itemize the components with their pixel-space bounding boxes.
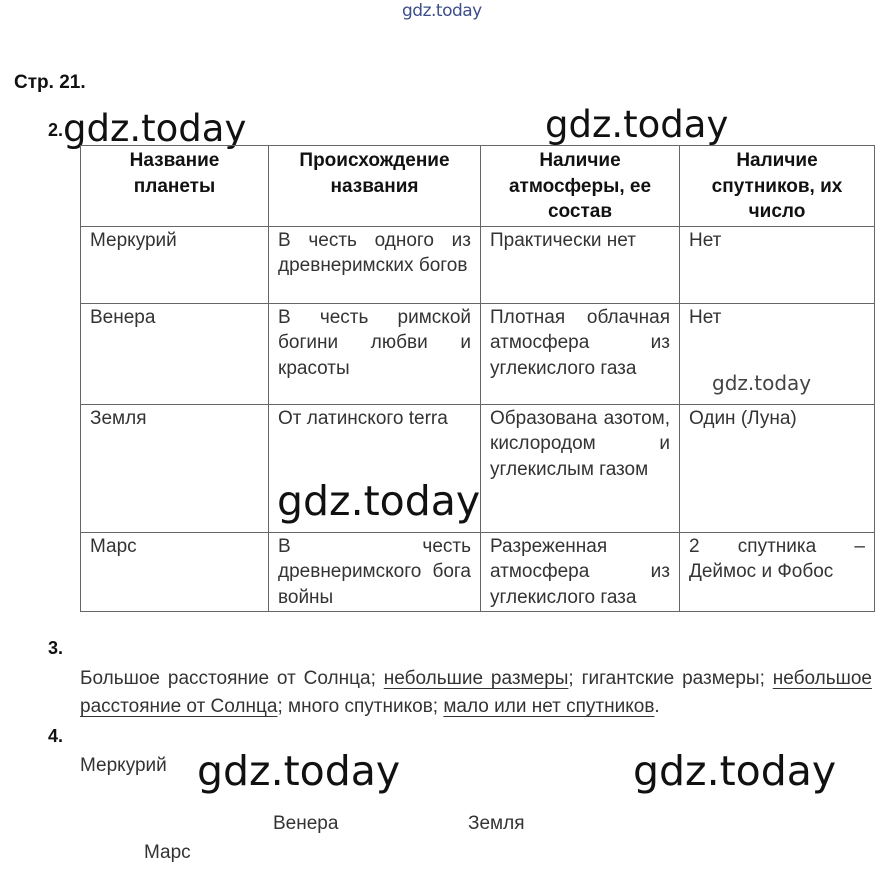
watermark: gdz.today [633, 747, 837, 795]
label-venus: Венера [273, 813, 339, 834]
answer-underlined: мало или нет спутников [443, 696, 655, 717]
table-row [81, 532, 875, 612]
task-3-number: 3. [48, 638, 64, 658]
cell-origin: В честь одного из древнеримских богов [269, 226, 481, 303]
watermark: gdz.today [277, 477, 481, 525]
watermark-top: gdz.today [402, 1, 482, 21]
cell-satellites: Один (Луна) [680, 404, 875, 532]
watermark: gdz.today [545, 103, 729, 146]
cell-planet: Марс [81, 532, 269, 612]
cell-satellites: Нет [680, 226, 875, 303]
cell-atmosphere: Образована азотом, кислородом и углекислым газом [481, 404, 680, 532]
cell-atmosphere: Плотная облачная атмосфера из углекислого газа [481, 303, 680, 404]
header-atmosphere: Наличие атмосферы, ее состав [481, 146, 680, 227]
cell-atmosphere: Разреженная атмосфера из углекислого газа [481, 532, 680, 612]
cell-atmosphere: Практически нет [481, 226, 680, 303]
cell-origin: От латинского terra [269, 404, 481, 532]
cell-planet: Земля [81, 404, 269, 532]
label-mars: Марс [144, 842, 191, 863]
watermark: gdz.today [197, 747, 401, 795]
task-2-number: 2. [48, 120, 64, 140]
cell-satellites: Нет [680, 303, 875, 404]
table-row [81, 226, 875, 303]
cell-origin: В честь римской богини любви и красоты [269, 303, 481, 404]
table-header-row [81, 146, 875, 227]
header-planet: Название планеты [81, 146, 269, 227]
table-row [81, 303, 875, 404]
cell-origin: В честь древнеримского бога войны [269, 532, 481, 612]
answer-underlined: небольшие размеры [383, 668, 569, 689]
task-4-number: 4. [48, 726, 64, 746]
header-satellites: Наличие спутников, их число [680, 146, 875, 227]
answer-text: ; гигантские размеры; [568, 668, 773, 689]
cell-planet: Венера [81, 303, 269, 404]
answer-text: . [654, 696, 660, 717]
cell-planet: Меркурий [81, 226, 269, 303]
header-origin: Происхождение названия [269, 146, 481, 227]
answer-text: Большое расстояние от Солнца; [80, 668, 384, 689]
cell-satellites: 2 спутника – Деймос и Фобос [680, 532, 875, 612]
answer-underlined: небольшое расстояние от Солнца [80, 668, 872, 717]
planets-table [80, 145, 875, 612]
answer-text: ; много спутников; [277, 696, 444, 717]
label-earth: Земля [468, 813, 525, 834]
label-mercury: Меркурий [80, 755, 167, 776]
watermark: gdz.today [712, 371, 812, 395]
page-heading: Стр. 21. [14, 72, 86, 93]
watermark: gdz.today [63, 107, 247, 150]
task-3-answer [80, 665, 872, 721]
